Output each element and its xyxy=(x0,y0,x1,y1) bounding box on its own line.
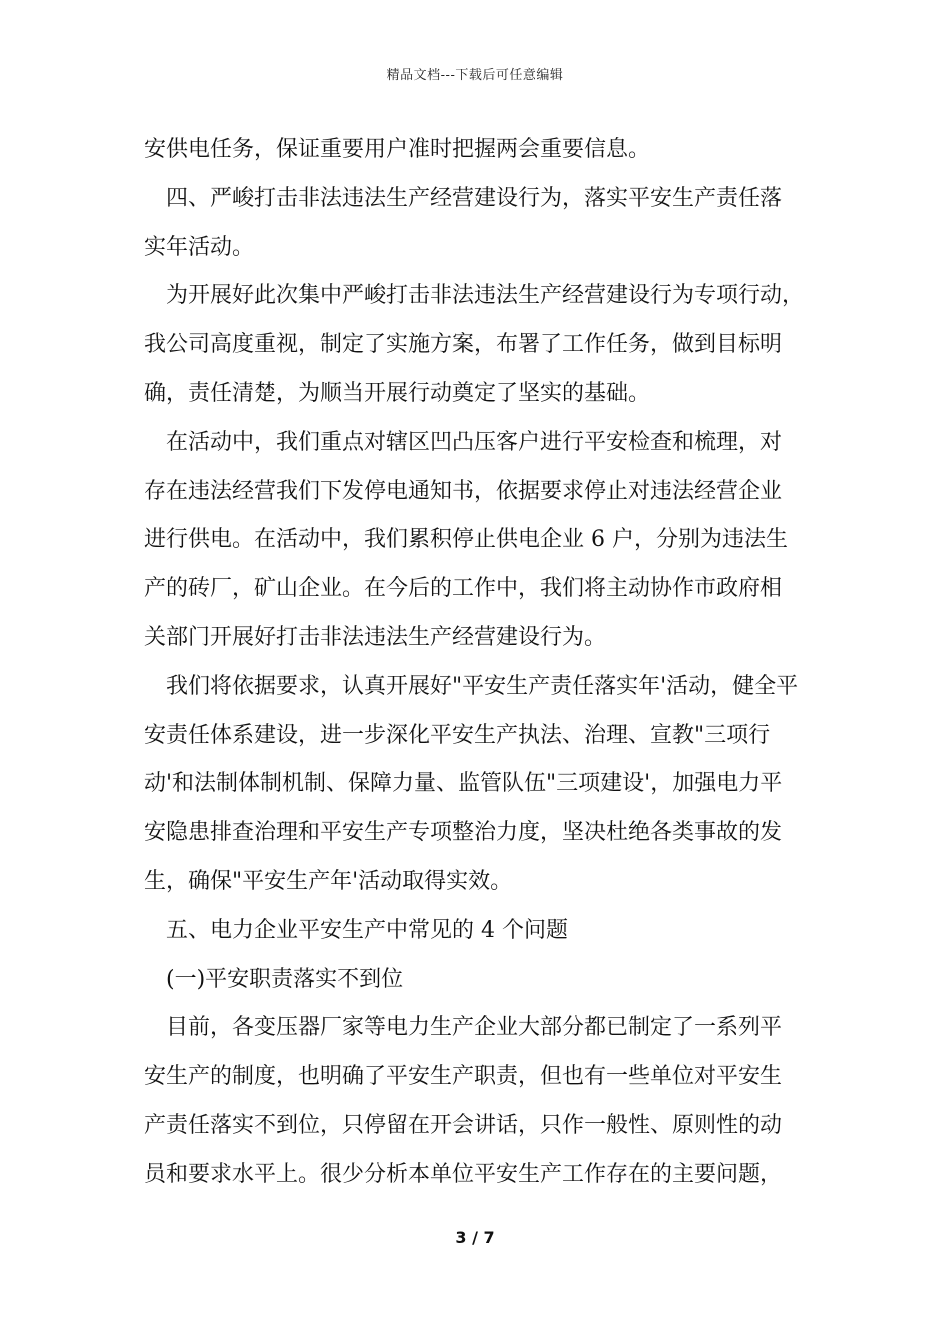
paragraph-line: 安隐患排查治理和平安生产专项整治力度，坚决杜绝各类事故的发 xyxy=(144,820,783,846)
section-heading-5: 五、电力企业平安生产中常见的 4 个问题 xyxy=(166,917,568,943)
paragraph-line: 安责任体系建设，进一步深化平安生产执法、治理、宣教"三项行 xyxy=(144,722,771,748)
page-number: 3 / 7 xyxy=(455,1228,495,1247)
paragraph-line: 我们将依据要求，认真开展好"平安生产责任落实年'活动，健全平 xyxy=(166,673,799,699)
paragraph-line: 生，确保"平安生产年'活动取得实效。 xyxy=(144,868,513,894)
page-header: 精品文档---下载后可任意编辑 xyxy=(386,68,564,83)
paragraph-line: 产责任落实不到位，只停留在开会讲话，只作一般性、原则性的动 xyxy=(144,1112,783,1138)
section-heading-4: 四、严峻打击非法违法生产经营建设行为，落实平安生产责任落 xyxy=(166,185,783,211)
paragraph-line: 为开展好此次集中严峻打击非法违法生产经营建设行为专项行动， xyxy=(166,283,805,309)
paragraph-line: 动'和法制体制机制、保障力量、监管队伍"三项建设'，加强电力平 xyxy=(144,771,783,797)
document-body xyxy=(144,126,810,1200)
paragraph-line: 产的砖厂，矿山企业。在今后的工作中，我们将主动协作市政府相 xyxy=(144,576,783,602)
paragraph-line: 我公司高度重视，制定了实施方案，布署了工作任务，做到目标明 xyxy=(144,332,783,358)
paragraph-line: 安供电任务，保证重要用户准时把握两会重要信息。 xyxy=(144,137,651,162)
paragraph-line: 实年活动。 xyxy=(144,234,255,260)
paragraph-line: 进行供电。在活动中，我们累积停止供电企业 6 户，分别为违法生 xyxy=(144,527,788,553)
paragraph-line: 关部门开展好打击非法违法生产经营建设行为。 xyxy=(144,624,607,650)
paragraph-line: 存在违法经营我们下发停电通知书，依据要求停止对违法经营企业 xyxy=(144,478,783,504)
paragraph-line: 安生产的制度，也明确了平安生产职责，但也有一些单位对平安生 xyxy=(144,1064,783,1090)
subsection-heading: (一)平安职责落实不到位 xyxy=(166,966,404,992)
paragraph-line: 员和要求水平上。很少分析本单位平安生产工作存在的主要问题， xyxy=(144,1161,783,1187)
paragraph-line: 目前，各变压器厂家等电力生产企业大部分都已制定了一系列平 xyxy=(166,1015,783,1041)
paragraph-line: 在活动中，我们重点对辖区凹凸压客户进行平安检查和梳理，对 xyxy=(166,429,783,455)
paragraph-line: 确，责任清楚，为顺当开展行动奠定了坚实的基础。 xyxy=(144,380,651,406)
